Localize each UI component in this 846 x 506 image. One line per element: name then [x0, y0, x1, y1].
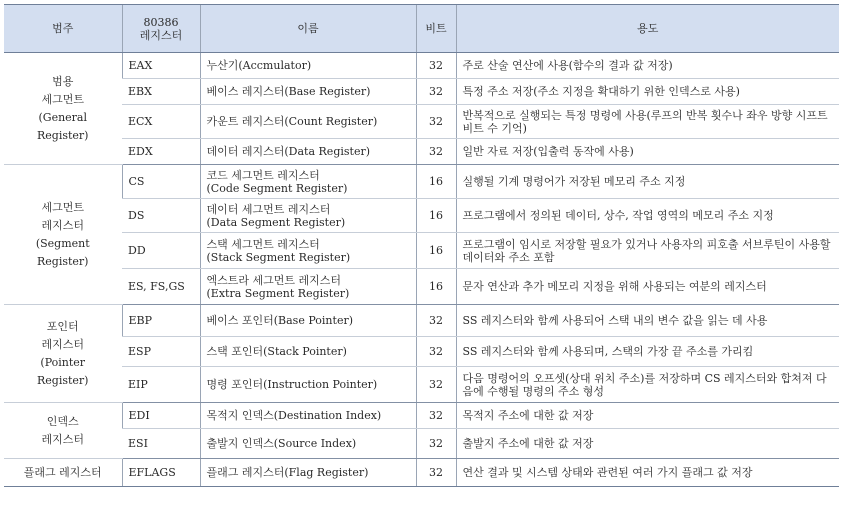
register-code: EIP: [122, 367, 200, 403]
register-name-line: (Extra Segment Register): [206, 286, 350, 300]
register-bits: 32: [416, 403, 456, 429]
register-code: ES, FS,GS: [122, 269, 200, 305]
register-usage: 목적지 주소에 대한 값 저장: [456, 403, 839, 429]
register-bits: 32: [416, 459, 456, 487]
register-name: [200, 199, 416, 233]
register-name-line: 베이스 레지스터(Base Register): [206, 85, 371, 98]
register-name: [200, 165, 416, 199]
register-bits: 16: [416, 269, 456, 305]
register-name: [200, 233, 416, 269]
category-cell: [4, 53, 122, 165]
register-code: EBX: [122, 79, 200, 105]
register-name-line: 카운트 레지스터(Count Register): [206, 115, 378, 128]
category-label: Register): [37, 373, 89, 387]
register-bits: 16: [416, 233, 456, 269]
register-name-line: 엑스트라 세그먼트 레지스터: [206, 273, 342, 287]
register-usage: 실행될 기계 명령어가 저장된 메모리 주소 지정: [456, 165, 839, 199]
category-label: 포인터: [46, 319, 79, 333]
register-name: [200, 403, 416, 429]
register-name-line: 데이터 세그먼트 레지스터: [206, 202, 331, 216]
register-bits: 16: [416, 165, 456, 199]
register-name: [200, 459, 416, 487]
category-label: 레지스터: [41, 337, 84, 351]
register-usage: SS 레지스터와 함께 사용되며, 스택의 가장 끝 주소를 가리킴: [456, 337, 839, 367]
register-name-line: 목적지 인덱스(Destination Index): [206, 409, 382, 422]
register-code: ECX: [122, 105, 200, 139]
register-code: DS: [122, 199, 200, 233]
header-name: 이름: [200, 5, 416, 53]
header-bits: 비트: [416, 5, 456, 53]
category-label: 세그먼트: [41, 200, 84, 214]
register-name: [200, 367, 416, 403]
category-label: 플래그 레지스터: [23, 465, 102, 479]
category-label: (Segment: [35, 236, 90, 250]
register-usage: 주로 산술 연산에 사용(함수의 결과 값 저장): [456, 53, 839, 79]
table-row: [4, 269, 839, 305]
table-row: [4, 337, 839, 367]
register-usage: 다음 명령어의 오프셋(상대 위치 주소)를 저장하며 CS 레지스터와 합쳐져 다음에 수행될 명령의 주소 형성: [456, 367, 839, 403]
register-usage: 특정 주소 저장(주소 지정을 확대하기 위한 인덱스로 사용): [456, 79, 839, 105]
table-row: [4, 459, 839, 487]
table-row: [4, 429, 839, 459]
register-bits: 32: [416, 139, 456, 165]
category-label: 인덱스: [46, 414, 79, 428]
category-cell: [4, 459, 122, 487]
register-name-line: 스택 세그먼트 레지스터: [206, 237, 320, 251]
register-code: EFLAGS: [122, 459, 200, 487]
header-register-line1: 80386: [143, 15, 179, 29]
register-table: [4, 4, 839, 487]
category-label: 세그먼트: [41, 92, 84, 106]
category-cell: [4, 165, 122, 305]
register-name-line: 누산기(Accmulator): [206, 59, 312, 72]
register-bits: 32: [416, 429, 456, 459]
register-code: ESI: [122, 429, 200, 459]
table-row: [4, 233, 839, 269]
header-register-line2: 레지스터: [139, 28, 183, 42]
register-name: [200, 139, 416, 165]
register-usage: 반복적으로 실행되는 특정 명령에 사용(루프의 반복 횟수나 좌우 방향 시프트 비트 수 기억): [456, 105, 839, 139]
register-code: EDI: [122, 403, 200, 429]
register-code: EBP: [122, 305, 200, 337]
table-row: [4, 403, 839, 429]
table-row: [4, 105, 839, 139]
table-row: [4, 53, 839, 79]
register-usage: SS 레지스터와 함께 사용되어 스택 내의 변수 값을 읽는 데 사용: [456, 305, 839, 337]
register-name: [200, 269, 416, 305]
category-label: (General: [38, 110, 88, 124]
register-usage: 출발지 주소에 대한 값 저장: [456, 429, 839, 459]
register-table-body: [4, 53, 839, 487]
header-category: 범주: [4, 5, 122, 53]
register-name-line: 명령 포인터(Instruction Pointer): [206, 378, 378, 391]
register-bits: 16: [416, 199, 456, 233]
table-row: [4, 165, 839, 199]
register-name-line: 데이터 레지스터(Data Register): [206, 145, 370, 158]
header-row: [4, 5, 839, 53]
register-name-line: 코드 세그먼트 레지스터: [206, 168, 320, 182]
category-label: 레지스터: [41, 432, 84, 446]
register-bits: 32: [416, 305, 456, 337]
register-name: [200, 105, 416, 139]
register-name-line: 베이스 포인터(Base Pointer): [206, 314, 353, 327]
register-name-line: (Code Segment Register): [206, 181, 348, 195]
register-bits: 32: [416, 79, 456, 105]
register-bits: 32: [416, 53, 456, 79]
register-code: DD: [122, 233, 200, 269]
register-bits: 32: [416, 337, 456, 367]
register-name: [200, 337, 416, 367]
table-row: [4, 199, 839, 233]
register-code: ESP: [122, 337, 200, 367]
register-code: EAX: [122, 53, 200, 79]
register-usage: 프로그램에서 정의된 데이터, 상수, 작업 영역의 메모리 주소 지정: [456, 199, 839, 233]
register-code: EDX: [122, 139, 200, 165]
category-label: (Pointer: [40, 355, 86, 369]
table-row: [4, 79, 839, 105]
category-label: 범용: [52, 74, 74, 88]
register-name-line: 플래그 레지스터(Flag Register): [206, 466, 369, 479]
category-label: 레지스터: [41, 218, 84, 232]
register-name: [200, 53, 416, 79]
register-name-line: 스택 포인터(Stack Pointer): [206, 345, 347, 358]
table-row: [4, 367, 839, 403]
header-register-80386: [122, 5, 200, 53]
table-row: [4, 305, 839, 337]
register-usage: 문자 연산과 추가 메모리 지정을 위해 사용되는 여분의 레지스터: [456, 269, 839, 305]
register-usage: 연산 결과 및 시스템 상태와 관련된 여러 가지 플래그 값 저장: [456, 459, 839, 487]
register-name-line: (Stack Segment Register): [206, 250, 351, 264]
category-label: Register): [37, 254, 89, 268]
register-name: [200, 305, 416, 337]
register-usage: 일반 자료 저장(입출력 동작에 사용): [456, 139, 839, 165]
category-cell: [4, 403, 122, 459]
register-code: CS: [122, 165, 200, 199]
register-bits: 32: [416, 367, 456, 403]
register-bits: 32: [416, 105, 456, 139]
table-row: [4, 139, 839, 165]
register-name: [200, 79, 416, 105]
header-usage: 용도: [456, 5, 839, 53]
category-label: Register): [37, 128, 89, 142]
register-usage: 프로그램이 임시로 저장할 필요가 있거나 사용자의 피호출 서브루틴이 사용할 데이터와 주소 포함: [456, 233, 839, 269]
register-name-line: 출발지 인덱스(Source Index): [206, 437, 357, 450]
category-cell: [4, 305, 122, 403]
register-name-line: (Data Segment Register): [206, 215, 346, 229]
register-name: [200, 429, 416, 459]
